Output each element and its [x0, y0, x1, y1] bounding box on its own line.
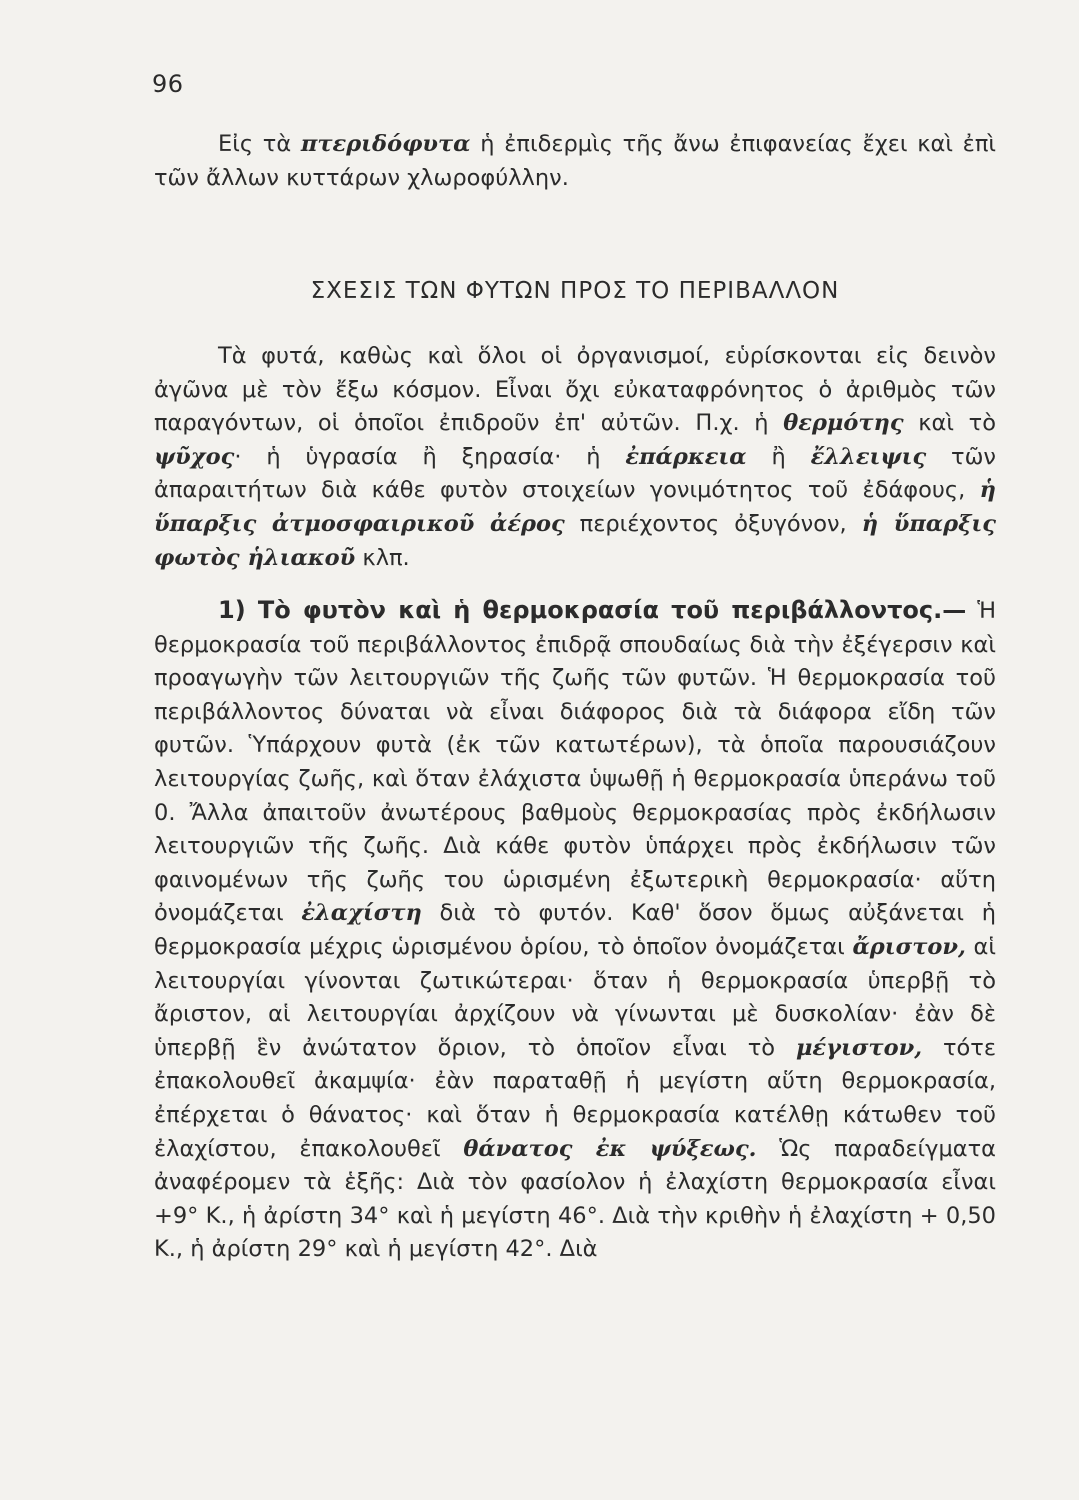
- paragraph-2: [154, 594, 996, 1267]
- intro-text-1: Εἰς τὰ: [218, 131, 301, 157]
- intro-paragraph: [154, 128, 996, 195]
- page-number: 96: [152, 70, 184, 98]
- section-heading: ΣΧΕΣΙΣ ΤΩΝ ΦΥΤΩΝ ΠΡΟΣ ΤΟ ΠΕΡΙΒΑΛΛΟΝ: [310, 278, 840, 304]
- p1-text-4: ἢ: [746, 443, 811, 470]
- p1-text-6: περιέχοντος ὀξυγόνον,: [564, 510, 862, 537]
- p2-emphasis-1: ἐλαχίστη: [301, 900, 422, 927]
- p1-text-5: τῶν ἀπαραιτήτων διὰ κάθε φυτὸν στοιχείων γονιμότητος τοῦ ἐδάφους,: [154, 443, 996, 504]
- p1-emphasis-2: ψῦχος: [154, 443, 235, 470]
- p2-emphasis-2: ἄριστον,: [852, 933, 966, 960]
- intro-emphasis-1: πτεριδόφυτα: [300, 131, 471, 157]
- p1-emphasis-1: θερμότης: [783, 410, 904, 437]
- p1-text-1: Τὰ φυτά, καθὼς καὶ ὅλοι οἱ ὀργανισμοί, εὑρίσκονται εἰς δεινὸν ἀγῶνα μὲ τὸν ἔξω κόσμον. Εἶναι ὄχι εὐκαταφρόνητος ὁ ἀριθμὸς τῶν παραγόντων, οἱ ὁποῖοι ἐπιδροῦν ἐπ' αὐτῶν. Π.χ. ἡ: [154, 343, 996, 437]
- p1-emphasis-6: ἡ ὕπαρξις φωτὸς ἡλιακοῦ: [154, 510, 996, 571]
- p2-emphasis-4: θάνατος ἐκ ψύξεως.: [463, 1135, 757, 1162]
- p1-emphasis-5: ἡ ὕπαρξις ἀτμοσφαιρικοῦ ἀέρος: [154, 477, 996, 537]
- subsection-title: 1) Τὸ φυτὸν καὶ ἡ θερμοκρασία τοῦ περιβάλλοντος.—: [218, 596, 967, 624]
- p2-text-5: Ὡς παραδείγματα ἀναφέρομεν τὰ ἑξῆς: Διὰ τὸν φασίολον ἡ ἐλαχίστη θερμοκρασία εἶναι +9° Κ., ἡ ἀρίστη 34° καὶ ἡ μεγίστη 46°. Διὰ τὴν κριθὴν ἡ ἐλαχίστη + 0,50 Κ., ἡ ἀρίστη 29° καὶ ἡ μεγίστη 42°. Διὰ: [154, 1135, 996, 1263]
- p1-emphasis-4: ἔλλειψις: [810, 443, 927, 470]
- intro-text-2: ἡ ἐπιδερμὶς τῆς ἄνω ἐπιφανείας ἔχει καὶ ἐπὶ τῶν ἄλλων κυττάρων χλωροφύλλην.: [154, 131, 997, 191]
- p2-emphasis-3: μέγιστον,: [795, 1034, 923, 1061]
- p2-text-4: τότε ἐπακολουθεῖ ἀκαμψία· ἐὰν παραταθῇ ἡ μεγίστη αὕτη θερμοκρασία, ἐπέρχεται ὁ θάνατος· καὶ ὅταν ἡ θερμοκρασία κατέλθῃ κάτωθεν τοῦ ἐλαχίστου, ἐπακολουθεῖ: [154, 1034, 996, 1162]
- p2-text-3: αἱ λειτουργίαι γίνονται ζωτικώτεραι· ὅταν ἡ θερμοκρασία ὑπερβῇ τὸ ἄριστον, αἱ λειτουργίαι ἀρχίζουν νὰ γίνωνται μὲ δυσκολίαν· ἐὰν δὲ ὑπερβῇ ἓν ἀνώτατον ὅριον, τὸ ὁποῖον εἶναι τὸ: [154, 933, 996, 1061]
- p1-text-3: · ἡ ὑγρασία ἢ ξηρασία· ἡ: [234, 443, 626, 470]
- p2-text-1: Ἡ θερμοκρασία τοῦ περιβάλλοντος ἐπιδρᾷ σπουδαίως διὰ τὴν ἐξέγερσιν καὶ προαγωγὴν τῶν λειτουργιῶν τῆς ζωῆς τῶν φυτῶν. Ἡ θερμοκρασία τοῦ περιβάλλοντος δύναται νὰ εἶναι διάφορος διὰ τὰ διάφορα εἴδη τῶν φυτῶν. Ὑπάρχουν φυτὰ (ἐκ τῶν κατωτέρων), τὰ ὁποῖα παρουσιάζουν λειτουργίας ζωῆς, καὶ ὅταν ἐλάχιστα ὑψωθῇ ἡ θερμοκρασία ὑπεράνω τοῦ 0. Ἄλλα ἀπαιτοῦν ἀνωτέρους βαθμοὺς θερμοκρασίας πρὸς ἐκδήλωσιν λειτουργιῶν τῆς ζωῆς. Διὰ κάθε φυτὸν ὑπάρχει πρὸς ἐκδήλωσιν τῶν φαινομένων τῆς ζωῆς του ὡρισμένη ἐξωτερικὴ θερμοκρασία· αὕτη ὀνομάζεται: [154, 598, 997, 927]
- p1-emphasis-3: ἐπάρκεια: [625, 443, 747, 470]
- p1-text-2: καὶ τὸ: [903, 410, 996, 437]
- paragraph-1: [154, 340, 996, 575]
- p1-text-7: κλπ.: [355, 544, 410, 571]
- p2-text-2: διὰ τὸ φυτόν. Καθ' ὅσον ὅμως αὐξάνεται ἡ θερμοκρασία μέχρις ὡρισμένου ὁρίου, τὸ ὁποῖον ὀνομάζεται: [154, 900, 996, 960]
